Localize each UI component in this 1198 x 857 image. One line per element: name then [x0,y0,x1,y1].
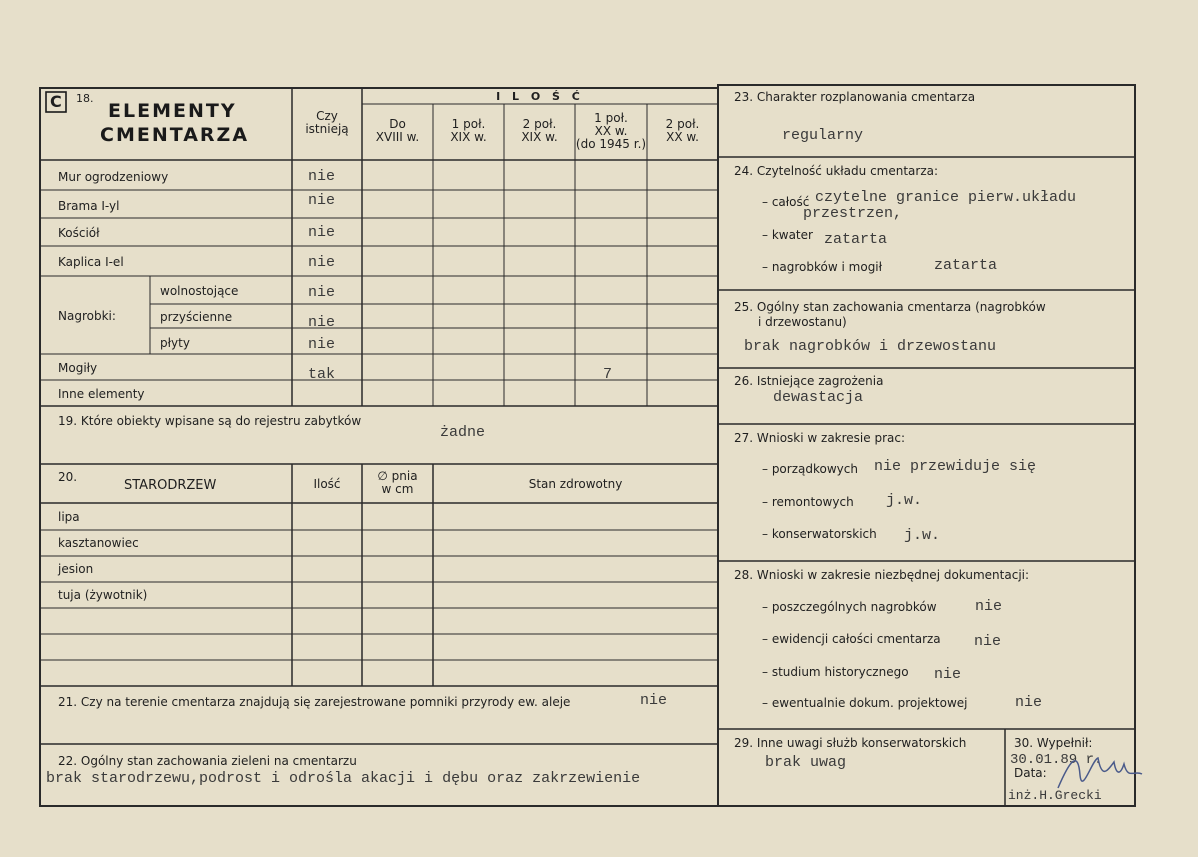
s24-nagrobkow-value: zatarta [934,257,998,274]
s22-label: 22. Ogólny stan zachowania zieleni na cmentarzu [58,754,357,768]
s20-title: STARODRZEW [124,478,217,493]
row-qty-mogily: 7 [603,366,613,383]
row-value-kosciol: nie [308,224,336,241]
tree-kasztanowiec: kasztanowiec [58,536,139,550]
s28-studium-label: – studium historycznego [762,665,909,679]
row-label-mur: Mur ogrodzeniowy [58,170,169,184]
s26-value: dewastacja [773,389,864,406]
row-value-kaplica: nie [308,254,336,271]
s30-date: 30.01.89 r. [1010,752,1103,768]
row-label-brama: Brama I-yl [58,199,120,213]
s27-konserwatorskich-label: – konserwatorskich [762,527,877,541]
s28-projektowej-label: – ewentualnie dokum. projektowej [762,696,968,710]
s24-kwater-value: zatarta [824,231,888,248]
row-label-wolnostojace: wolnostojące [160,284,239,298]
tree-lipa: lipa [58,510,80,524]
tree-tuja: tuja (żywotnik) [58,588,148,602]
row-value-brama: nie [308,192,336,209]
row-label-plyty: płyty [160,336,190,350]
row-label-przyscienne: przyścienne [160,310,233,324]
s27-remontowych-label: – remontowych [762,495,854,509]
s27-porzadkowych-value: nie przewiduje się [874,458,1037,475]
s24-calosc-value-2: przestrzen, [803,205,903,222]
s19-label: 19. Które obiekty wpisane są do rejestru zabytków [58,414,362,428]
s28-label: 28. Wnioski w zakresie niezbędnej dokumentacji: [734,568,1030,582]
s18-number: 18. [76,92,94,105]
row-value-wolnostojace: nie [308,284,336,301]
period-col-5: 2 poł. XX w. [665,117,700,144]
s28-studium-value: nie [934,666,962,683]
s25-label-1: 25. Ogólny stan zachowania cmentarza (nagrobków [734,300,1046,314]
marker-letter: C [50,92,62,111]
s19-value: żadne [440,424,486,441]
row-label-mogily: Mogiły [58,361,98,375]
s28-nagrobkow-value: nie [975,598,1003,615]
s27-konserwatorskich-value: j.w. [904,527,941,544]
s25-label-2: i drzewostanu) [758,315,847,329]
s27-porzadkowych-label: – porządkowych [762,462,858,476]
s24-calosc-value-1: czytelne granice pierw.układu [815,189,1077,206]
s29-label: 29. Inne uwagi służb konserwatorskich [734,736,967,750]
s24-nagrobkow-label: – nagrobków i mogił [762,260,883,274]
s27-remontowych-value: j.w. [886,492,923,509]
s21-value: nie [640,692,668,709]
s29-value: brak uwag [765,754,847,771]
s21-label: 21. Czy na terenie cmentarza znajdują się zarejestrowane pomniki przyrody ew. aleje [58,695,571,709]
s28-ewidencji-label: – ewidencji całości cmentarza [762,632,941,646]
s24-calosc-label: – całość [762,195,810,209]
s28-projektowej-value: nie [1015,694,1043,711]
s30-label: 30. Wypełnił: [1014,736,1093,750]
s23-value: regularny [782,127,864,144]
row-label-kaplica: Kaplica I-el [58,255,124,269]
ilosc-header: I L O Ś Ć [496,90,584,103]
s30-name: inż.H.Grecki [1008,788,1102,803]
s18-title-2: CMENTARZA [100,124,250,146]
signature-scribble [1050,740,1150,800]
s28-ewidencji-value: nie [974,633,1002,650]
s26-label: 26. Istniejące zagrożenia [734,374,884,388]
s30-data-label: Data: [1014,766,1047,780]
period-col-1: Do XVIII w. [375,117,420,144]
row-value-plyty: nie [308,336,336,353]
s28-nagrobkow-label: – poszczególnych nagrobków [762,600,937,614]
row-value-mogily: tak [308,366,336,383]
row-label-kosciol: Kościół [58,226,100,240]
s18-title-1: ELEMENTY [108,100,237,122]
s20-col-diameter: ∅ pnia w cm [377,469,418,496]
s24-label: 24. Czytelność układu cmentarza: [734,164,939,178]
tree-jesion: jesion [58,562,94,576]
period-col-2: 1 poł. XIX w. [450,117,487,144]
row-value-mur: nie [308,168,336,185]
period-col-3: 2 poł. XIX w. [521,117,558,144]
row-label-inne: Inne elementy [58,387,145,401]
row-value-przyscienne: nie [308,314,336,331]
period-col-4: 1 poł. XX w. (do 1945 r.) [575,111,647,151]
s20-number: 20. [58,470,78,484]
s23-label: 23. Charakter rozplanowania cmentarza [734,90,976,104]
s27-label: 27. Wnioski w zakresie prac: [734,431,906,445]
col-exists-header: Czy istnieją [305,109,349,136]
s20-col-qty: Ilość [313,477,341,491]
s20-col-health: Stan zdrowotny [528,477,623,491]
nagrobki-label: Nagrobki: [58,309,116,323]
s25-value: brak nagrobków i drzewostanu [744,338,997,355]
s22-value: brak starodrzewu,podrost i odrośla akacji i dębu oraz zakrzewienie [46,770,641,787]
s24-kwater-label: – kwater [762,228,813,242]
